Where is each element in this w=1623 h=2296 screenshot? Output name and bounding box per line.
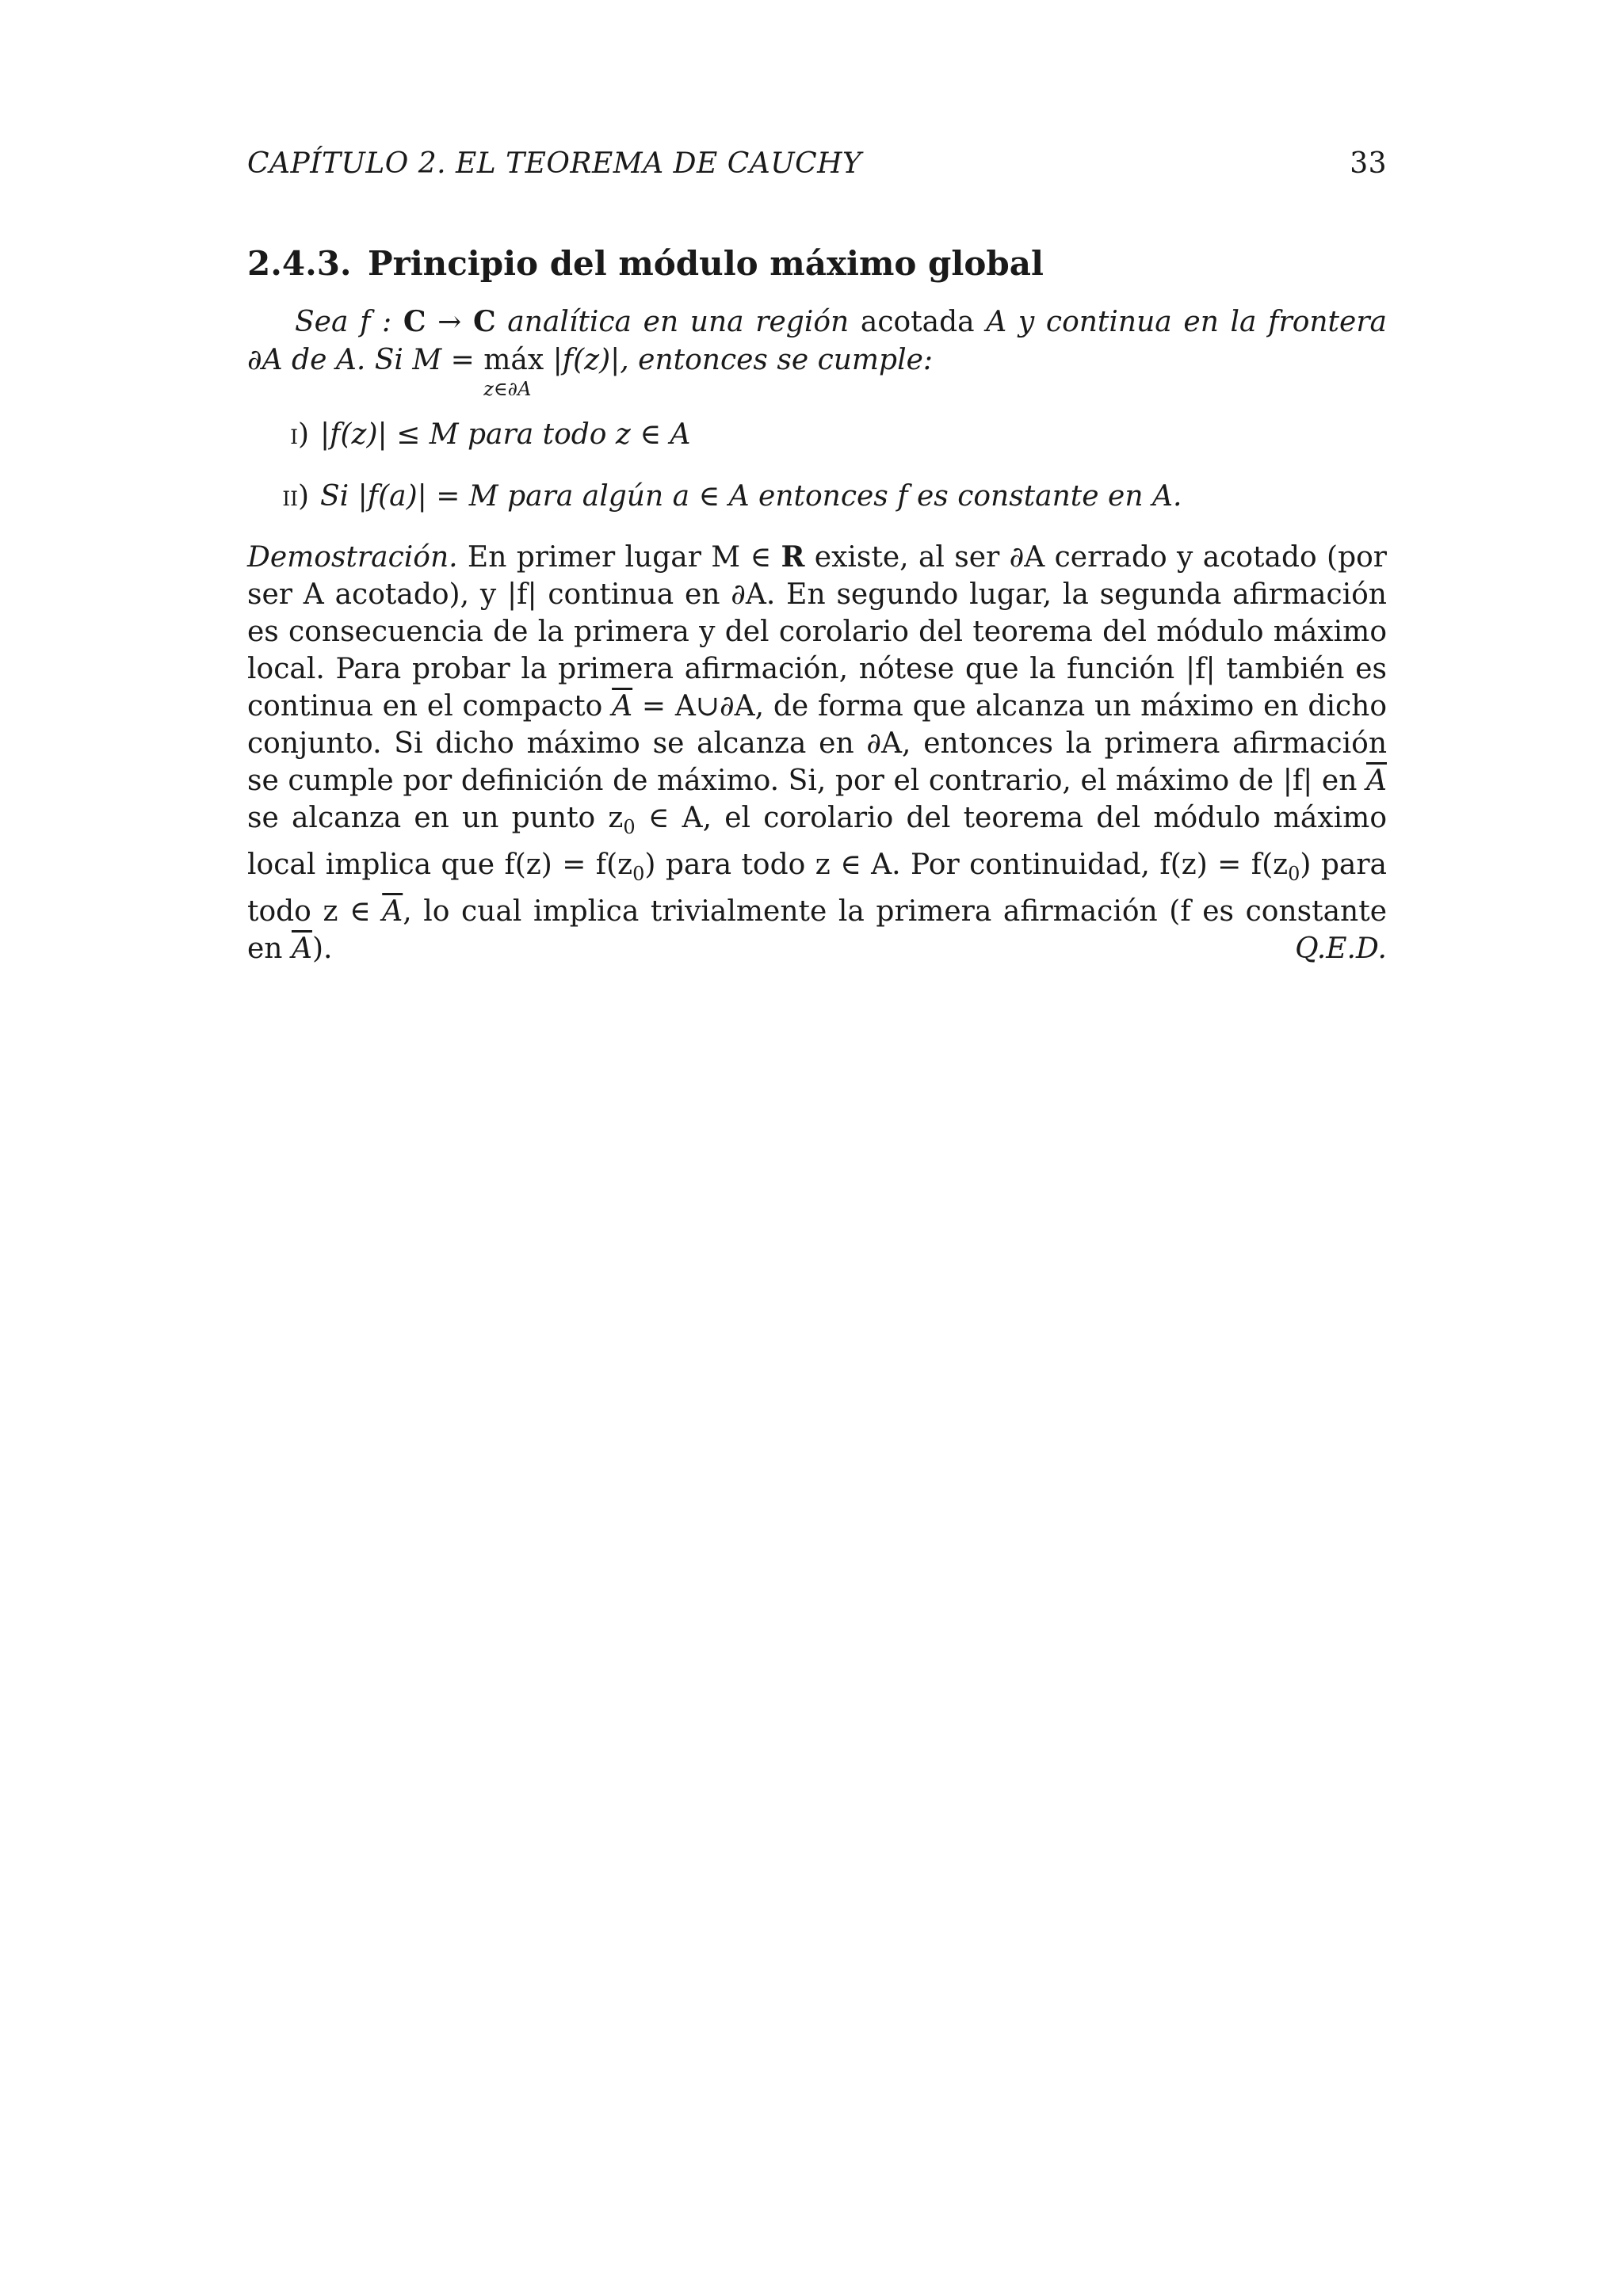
theorem-text: analítica en una región (495, 306, 861, 338)
proof-text: En primer lugar M ∈ (457, 541, 781, 574)
list-marker: i) (290, 418, 309, 451)
proof-label: Demostración. (247, 541, 458, 574)
chapter-title: CAPÍTULO 2. EL TEOREMA DE CAUCHY (247, 147, 862, 180)
subscript: 0 (1288, 863, 1300, 886)
section-number: 2.4.3. (247, 244, 352, 283)
theorem-text: Sea f : (295, 306, 403, 338)
proof-text: ). (311, 933, 333, 966)
max-subscript: z∈∂A (483, 378, 532, 400)
closure-symbol: $\overline{A}$ (291, 933, 312, 966)
theorem-statement (247, 303, 1387, 400)
list-item (247, 480, 1387, 513)
proof-text: , lo cual implica trivialmente la primera afirmación (f es constante en (247, 895, 1387, 966)
proof-text: se alcanza en un punto z (247, 802, 624, 834)
proof-text: = A∪∂A, de forma que alcanza un máximo en dicho conjunto. Si dicho máximo se alcanza en ∂A, entonces la primera afirmación se cumple por definición de máximo. Si, por el contrario, el máximo de |f| en (247, 690, 1387, 797)
real-set-symbol: R (781, 540, 805, 574)
section-heading (247, 244, 1044, 283)
list-marker: ii) (282, 480, 309, 513)
max-operator (483, 341, 544, 400)
theorem-text: A y continua en la frontera ∂A de A. Si M = (247, 306, 1387, 376)
proof-text: ) para todo z ∈ (247, 849, 1387, 929)
complex-set-symbol: C (472, 305, 496, 338)
complex-set-symbol: C (403, 305, 426, 338)
list-item-text: Si |f(a)| = M para algún a ∈ A entonces f es constante en A. (320, 480, 1182, 513)
proof-text: ∈ A, el corolario del teorema del módulo máximo local implica que f(z) = f(z (247, 802, 1387, 882)
proof-text: ) para todo z ∈ A. Por continuidad, f(z) = f(z (644, 849, 1289, 882)
closure-symbol: $\overline{A}$ (1366, 765, 1387, 797)
theorem-text: acotada (860, 306, 975, 338)
max-label: máx (483, 344, 544, 376)
closure-symbol: $\overline{A}$ (382, 895, 403, 929)
subscript: 0 (623, 816, 636, 839)
theorem-text: |f(z)|, entonces se cumple: (544, 344, 934, 376)
list-item-text: |f(z)| ≤ M para todo z ∈ A (320, 418, 691, 451)
page-number: 33 (1350, 147, 1387, 180)
qed-mark: Q.E.D. (1295, 933, 1387, 966)
arrow-symbol: → (426, 306, 473, 338)
subscript: 0 (632, 863, 645, 886)
section-title: Principio del módulo máximo global (368, 244, 1044, 283)
proof-paragraph (247, 539, 1387, 967)
list-item (247, 418, 1387, 451)
running-head (247, 147, 1387, 180)
closure-symbol: $\overline{A}$ (612, 690, 633, 723)
proof-text: existe, al ser ∂A cerrado y acotado (por ser A acotado), y |f| continua en ∂A. En segundo lugar, la segunda afirmación es consecuencia de la primera y del corolario del teorema del módulo máximo local. Para probar la primera afirmación, nótese que la función |f| también es continua en el compacto (247, 541, 1388, 723)
